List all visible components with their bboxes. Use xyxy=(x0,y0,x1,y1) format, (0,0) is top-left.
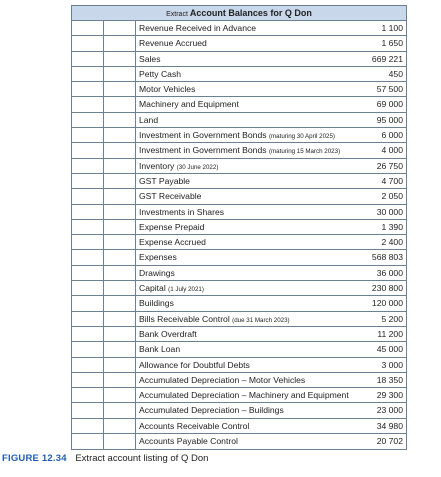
account-name-cell xyxy=(136,21,353,35)
account-name: Machinery and Equipment xyxy=(139,99,239,110)
account-balance: 2 400 xyxy=(381,237,403,248)
account-balance: 669 221 xyxy=(371,53,403,64)
account-balance: 450 xyxy=(388,68,403,79)
account-name: Investment in Government Bonds xyxy=(139,145,267,156)
account-name: Accumulated Depreciation – Machinery and Equipment xyxy=(139,390,349,401)
header-title: Account Balances for Q Don xyxy=(189,8,312,18)
account-name: Accounts Payable Control xyxy=(139,436,238,447)
blank-cell-2 xyxy=(104,235,136,249)
table-row xyxy=(72,205,406,220)
account-balance: 5 200 xyxy=(381,313,403,324)
account-name-cell xyxy=(136,36,353,50)
table-row xyxy=(72,342,406,357)
account-balance: 36 000 xyxy=(376,267,403,278)
table-row xyxy=(72,36,406,51)
account-note: (maturing 15 March 2023) xyxy=(268,148,341,156)
table-row xyxy=(72,388,406,403)
table-row xyxy=(72,21,406,36)
blank-cell-2 xyxy=(104,281,136,295)
blank-cell-2 xyxy=(104,113,136,127)
table-row xyxy=(72,296,406,311)
blank-cell-2 xyxy=(104,189,136,203)
account-name: Revenue Received in Advance xyxy=(139,23,257,33)
table-row xyxy=(72,250,406,265)
account-balance: 1 100 xyxy=(381,23,403,33)
account-balance: 23 000 xyxy=(376,405,403,416)
blank-cell-2 xyxy=(104,250,136,264)
account-name: Investments in Shares xyxy=(139,206,225,217)
blank-cell-2 xyxy=(104,67,136,81)
blank-cell-1 xyxy=(72,220,104,234)
blank-cell-2 xyxy=(104,358,136,372)
table-header xyxy=(72,6,406,21)
table-row xyxy=(72,52,406,67)
blank-cell-1 xyxy=(72,143,104,157)
account-name: Accounts Receivable Control xyxy=(139,420,250,431)
account-balance: 6 000 xyxy=(381,130,403,141)
blank-cell-2 xyxy=(104,327,136,341)
account-note: (1 July 2021) xyxy=(168,286,204,294)
blank-cell-2 xyxy=(104,266,136,280)
account-note: (maturing 30 April 2025) xyxy=(268,133,335,141)
account-balance: 2 050 xyxy=(381,191,403,202)
blank-cell-1 xyxy=(72,174,104,188)
table-row xyxy=(72,67,406,82)
account-balance: 568 803 xyxy=(371,252,403,263)
account-name: Expense Accrued xyxy=(139,237,206,248)
blank-cell-1 xyxy=(72,434,104,449)
blank-cell-2 xyxy=(104,312,136,326)
blank-cell-2 xyxy=(104,159,136,173)
blank-cell-2 xyxy=(104,36,136,50)
account-balance: 18 350 xyxy=(376,374,403,385)
blank-cell-1 xyxy=(72,296,104,310)
blank-cell-1 xyxy=(72,36,104,50)
blank-cell-1 xyxy=(72,266,104,280)
table-row xyxy=(72,327,406,342)
blank-cell-2 xyxy=(104,21,136,35)
account-balance: 3 000 xyxy=(381,359,403,370)
table-row xyxy=(72,128,406,143)
table-row xyxy=(72,312,406,327)
account-name-cell xyxy=(136,67,353,81)
table-row xyxy=(72,235,406,250)
figure-number: FIGURE 12.34 xyxy=(2,453,67,464)
blank-cell-2 xyxy=(104,174,136,188)
blank-cell-2 xyxy=(104,128,136,142)
table-row xyxy=(72,97,406,112)
account-name: Bank Loan xyxy=(139,344,181,355)
account-name-cell xyxy=(136,113,353,127)
blank-cell-1 xyxy=(72,358,104,372)
table-row xyxy=(72,174,406,189)
blank-cell-2 xyxy=(104,403,136,417)
blank-cell-1 xyxy=(72,388,104,402)
account-balance: 95 000 xyxy=(376,114,403,125)
blank-cell-1 xyxy=(72,342,104,356)
table-row xyxy=(72,189,406,204)
account-name-cell xyxy=(136,97,353,111)
blank-cell-1 xyxy=(72,67,104,81)
account-name: Accumulated Depreciation – Motor Vehicles xyxy=(139,374,306,385)
account-name-cell xyxy=(136,220,353,234)
blank-cell-1 xyxy=(72,373,104,387)
account-name: Inventory xyxy=(139,160,175,171)
account-note: (due 31 March 2023) xyxy=(232,316,290,324)
blank-cell-1 xyxy=(72,327,104,341)
blank-cell-2 xyxy=(104,373,136,387)
table-row xyxy=(72,82,406,97)
account-name: Motor Vehicles xyxy=(139,84,196,95)
blank-cell-1 xyxy=(72,52,104,66)
blank-cell-2 xyxy=(104,97,136,111)
account-name-cell xyxy=(136,159,353,173)
account-name-cell xyxy=(136,403,353,417)
account-name: Expenses xyxy=(139,252,177,263)
account-name-cell xyxy=(136,189,353,203)
account-balances-table xyxy=(71,5,407,450)
account-name: Buildings xyxy=(139,298,174,309)
account-name: Drawings xyxy=(139,267,175,278)
table-row xyxy=(72,281,406,296)
blank-cell-2 xyxy=(104,296,136,310)
table-row xyxy=(72,113,406,128)
blank-cell-1 xyxy=(72,21,104,35)
table-body xyxy=(72,21,406,449)
account-note: (30 June 2022) xyxy=(176,163,219,171)
account-name-cell xyxy=(136,358,353,372)
account-balance: 45 000 xyxy=(376,344,403,355)
blank-cell-1 xyxy=(72,113,104,127)
account-balance: 34 980 xyxy=(376,420,403,431)
blank-cell-2 xyxy=(104,434,136,449)
blank-cell-2 xyxy=(104,143,136,157)
account-name: Land xyxy=(139,114,159,125)
account-name: Revenue Accrued xyxy=(139,38,207,49)
blank-cell-1 xyxy=(72,250,104,264)
account-name-cell xyxy=(136,128,353,142)
account-name: Expense Prepaid xyxy=(139,221,205,232)
account-name-cell xyxy=(136,342,353,356)
blank-cell-2 xyxy=(104,82,136,96)
account-name-cell xyxy=(136,235,353,249)
blank-cell-1 xyxy=(72,235,104,249)
blank-cell-2 xyxy=(104,342,136,356)
account-name: Bills Receivable Control xyxy=(139,313,230,324)
account-name: Allowance for Doubtful Debts xyxy=(139,359,250,370)
account-balance: 120 000 xyxy=(371,298,403,309)
table-row xyxy=(72,266,406,281)
blank-cell-1 xyxy=(72,403,104,417)
account-name-cell xyxy=(136,52,353,66)
blank-cell-1 xyxy=(72,419,104,433)
figure-caption-text: Extract account listing of Q Don xyxy=(75,453,209,464)
blank-cell-2 xyxy=(104,388,136,402)
blank-cell-2 xyxy=(104,220,136,234)
account-balance: 57 500 xyxy=(376,84,403,95)
account-balance: 4 000 xyxy=(381,145,403,156)
account-name-cell xyxy=(136,250,353,264)
table-row xyxy=(72,373,406,388)
account-balance: 26 750 xyxy=(376,160,403,171)
account-name-cell xyxy=(136,419,353,433)
account-name-cell xyxy=(136,205,353,219)
blank-cell-1 xyxy=(72,312,104,326)
blank-cell-2 xyxy=(104,419,136,433)
account-name-cell xyxy=(136,82,353,96)
account-name: GST Receivable xyxy=(139,191,202,202)
account-name-cell xyxy=(136,373,353,387)
account-balance: 230 800 xyxy=(371,283,403,294)
blank-cell-1 xyxy=(72,82,104,96)
blank-cell-1 xyxy=(72,189,104,203)
blank-cell-1 xyxy=(72,281,104,295)
account-balance: 20 702 xyxy=(376,436,403,447)
account-balance: 4 700 xyxy=(381,175,403,186)
blank-cell-2 xyxy=(104,205,136,219)
figure-caption xyxy=(2,453,208,464)
account-name-cell xyxy=(136,296,353,310)
account-balance: 11 200 xyxy=(377,328,403,339)
table-row xyxy=(72,403,406,418)
table-row xyxy=(72,434,406,449)
blank-cell-1 xyxy=(72,205,104,219)
account-name: GST Payable xyxy=(139,175,190,186)
account-name-cell xyxy=(136,266,353,280)
account-balance: 1 390 xyxy=(381,221,403,232)
account-name: Investment in Government Bonds xyxy=(139,130,267,141)
table-row xyxy=(72,220,406,235)
account-name-cell xyxy=(136,312,353,326)
account-name-cell xyxy=(136,281,353,295)
account-name-cell xyxy=(136,434,353,449)
account-name: Petty Cash xyxy=(139,68,182,79)
table-row xyxy=(72,143,406,158)
table-row xyxy=(72,358,406,373)
account-name-cell xyxy=(136,174,353,188)
blank-cell-1 xyxy=(72,97,104,111)
account-name-cell xyxy=(136,388,353,402)
account-balance: 29 300 xyxy=(376,390,403,401)
account-balance: 30 000 xyxy=(376,206,403,217)
account-balance: 1 650 xyxy=(381,38,403,49)
account-name: Sales xyxy=(139,53,161,64)
blank-cell-2 xyxy=(104,52,136,66)
account-balance: 69 000 xyxy=(376,99,403,110)
account-name: Bank Overdraft xyxy=(139,328,197,339)
account-name-cell xyxy=(136,143,353,157)
account-name: Accumulated Depreciation – Buildings xyxy=(139,405,284,416)
header-prefix: Extract xyxy=(166,11,188,18)
blank-cell-1 xyxy=(72,128,104,142)
table-row xyxy=(72,419,406,434)
table-row xyxy=(72,159,406,174)
account-name-cell xyxy=(136,327,353,341)
blank-cell-1 xyxy=(72,159,104,173)
account-name: Capital xyxy=(139,283,166,294)
